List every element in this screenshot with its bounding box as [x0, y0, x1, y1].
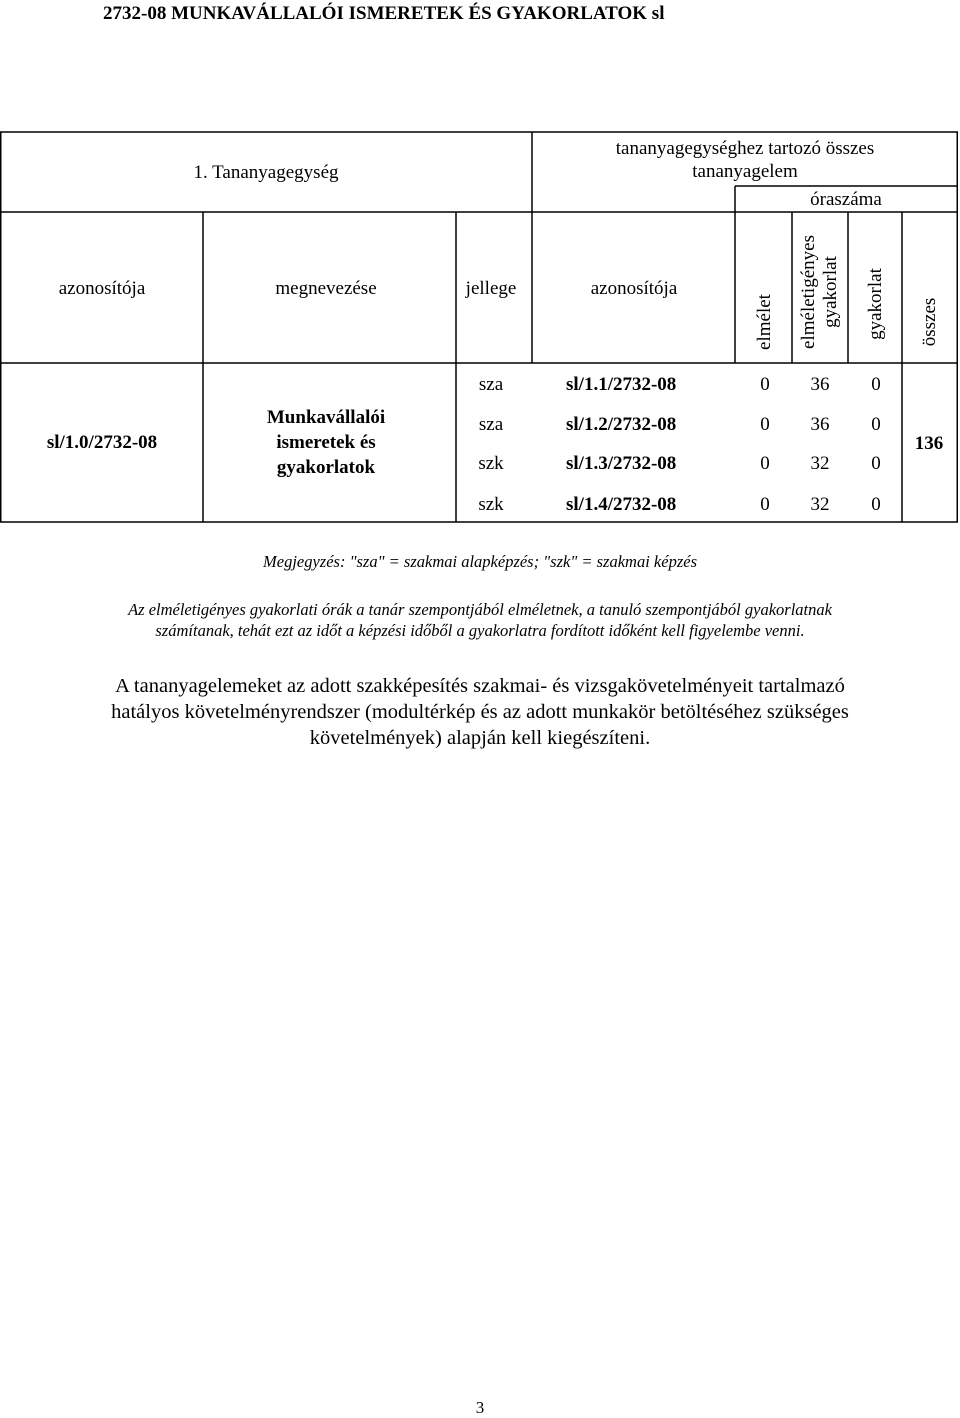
header-col-theory-practice: elméletigényes gyakorlat — [798, 235, 841, 349]
header-col-id: azonosítója — [58, 278, 146, 299]
row-id: sl/1.1/2732-08 — [566, 374, 677, 395]
header-unit: 1. Tananyagegység — [193, 162, 339, 183]
row-theory-practice: 36 — [810, 374, 830, 395]
row-practice: 0 — [871, 374, 881, 395]
unit-name-line1: Munkavállalói — [266, 407, 386, 428]
unit-name-line2: ismeretek és — [276, 432, 376, 453]
row-id: sl/1.2/2732-08 — [566, 414, 677, 435]
header-elements-line1: tananyagegységhez tartozó összes — [615, 138, 875, 159]
unit-name-line3: gyakorlatok — [276, 457, 376, 478]
italic-note-line1: Az elméletigényes gyakorlati órák a tanár szempontjából elméletnek, a tanuló szempontjából gyakorlatnak — [128, 600, 832, 619]
paragraph-line1: A tananyagelemeket az adott szakképesítés szakmai- és vizsgakövetelményeit tartalmazó — [115, 675, 845, 697]
row-practice: 0 — [871, 494, 881, 515]
header-hours: óraszáma — [810, 189, 882, 210]
row-type: szk — [478, 494, 504, 515]
row-theory-practice: 36 — [810, 414, 830, 435]
header-col-total: összes — [919, 297, 940, 347]
row-theory: 0 — [760, 414, 770, 435]
remark-note: Megjegyzés: "sza" = szakmai alapképzés; "szk" = szakmai képzés — [263, 552, 697, 571]
page-title: 2732-08 MUNKAVÁLLALÓI ISMERETEK ÉS GYAKORLATOK sl — [103, 3, 665, 24]
row-theory: 0 — [760, 374, 770, 395]
header-col-type: jellege — [465, 278, 517, 299]
header-elements-line2: tananyagelem — [692, 161, 798, 182]
row-theory-practice: 32 — [810, 494, 830, 515]
row-theory: 0 — [760, 494, 770, 515]
row-theory-practice: 32 — [810, 453, 830, 474]
row-id: sl/1.4/2732-08 — [566, 494, 677, 515]
row-theory: 0 — [760, 453, 770, 474]
row-id: sl/1.3/2732-08 — [566, 453, 677, 474]
row-type: szk — [478, 453, 504, 474]
header-col-elem-id: azonosítója — [590, 278, 678, 299]
paragraph-line3: követelmények) alapján kell kiegészíteni. — [309, 727, 651, 749]
header-col-theory: elmélet — [754, 294, 775, 350]
header-col-practice: gyakorlat — [865, 268, 886, 340]
row-practice: 0 — [871, 453, 881, 474]
row-practice: 0 — [871, 414, 881, 435]
unit-id: sl/1.0/2732-08 — [46, 432, 158, 453]
page-number: 3 — [475, 1398, 485, 1417]
paragraph-line2: hatályos követelményrendszer (modultérkép és az adott munkakör betöltéséhez szükséges — [111, 701, 849, 723]
row-type: sza — [478, 414, 504, 435]
row-type: sza — [478, 374, 504, 395]
total-hours: 136 — [914, 433, 944, 454]
header-col-name: megnevezése — [275, 278, 377, 299]
italic-note-line2: számítanak, tehát ezt az időt a képzési időből a gyakorlatra fordított időként kell figyelembe venni. — [155, 621, 805, 640]
